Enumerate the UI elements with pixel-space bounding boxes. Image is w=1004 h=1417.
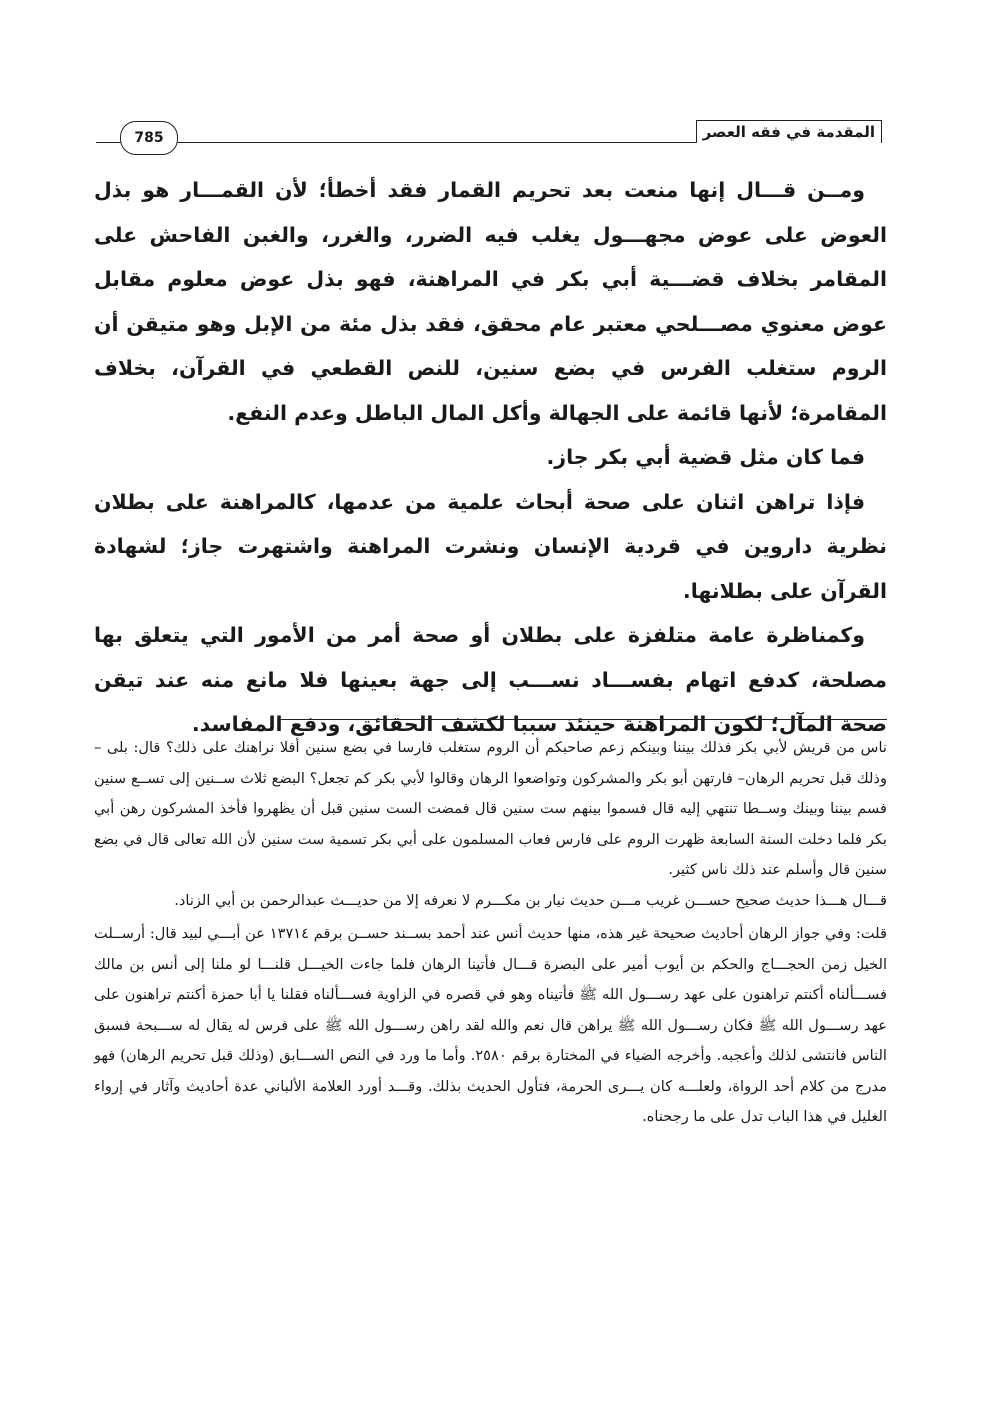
footnote-paragraph-1: ناس من قريش لأبي بكر فذلك بيننا وبينكم زعم صاحبكم أن الروم ستغلب فارسا في بضع سنين أفلا نراهنك على ذلك؟ قال: بلى –وذلك قبل تحريم الرهان– فارتهن أبو بكر والمشركون وتواضعوا الرهان وقالوا لأبي بكر كم تجعل؟ البضع ثلاث ســنين إلى تســع سنين فسم بيننا وبينك وســطا تنتهي إليه قال فسموا بينهم ست سنين قال فمضت الست سنين قبل أن يظهروا فأخذ المشركون رهن أبي بكر فلما دخلت السنة السابعة ظهرت الروم على فارس فعاب المسلمون على أبي بكر تسمية ست سنين لأن الله تعالى قال في بضع سنين قال وأسلم عند ذلك ناس كثير. <box>94 739 887 878</box>
body-paragraph-1: ومــن قـــال إنها منعت بعد تحريم القمار فقد أخطأ؛ لأن القمـــار هو بذل العوض على عوض مجهـــول يغلب فيه الضرر، والغرر، والغبن الفاحش على المقامر بخلاف قضـــية أبي بكر في المراهنة، فهو بذل عوض معلوم مقابل عوض معنوي مصـــلحي معتبر عام محقق، فقد بذل مئة من الإبل وهو متيقن أن الروم ستغلب الفرس في بضع سنين، للنص القطعي في القرآن، بخلاف المقامرة؛ لأنها قائمة على الجهالة وأكل المال الباطل وعدم النفع. <box>94 178 887 425</box>
body-paragraph-4: وكمناظرة عامة متلفزة على بطلان أو صحة أمر من الأمور التي يتعلق بها مصلحة، كدفع اتهام بفســـاد نســـب إلى جهة بعينها فلا مانع منه عند تيقن صحة المآل؛ لكون المراهنة حينئذ سببا لكشف الحقائق، ودفع المفاسد. <box>94 623 887 736</box>
footnotes-section <box>94 733 887 1133</box>
footnote-separator <box>281 719 887 720</box>
body-paragraph-2: فما كان مثل قضية أبي بكر جاز. <box>546 445 865 469</box>
main-body-text <box>94 168 887 747</box>
running-header-title: المقدمة في فقه العصر <box>696 120 882 143</box>
body-paragraph-3: فإذا تراهن اثنان على صحة أبحاث علمية من عدمها، كالمراهنة على بطلان نظرية داروين في قردية الإنسان ونشرت المراهنة واشتهرت جاز؛ لشهادة القرآن على بطلانها. <box>94 489 887 603</box>
footnote-paragraph-2: قـــال هـــذا حديث صحيح حســـن غريب مـــن حديث نيار بن مكـــرم لا نعرفه إلا من حديـــث عبدالرحمن بن أبي الزناد. <box>174 891 887 909</box>
footnote-paragraph-3: قلت: وفي جواز الرهان أحاديث صحيحة غير هذه، منها حديث أنس عند أحمد بســند حســن برقم ١٣٧١٤ عن أبـــي لبيد قال: أرســلت الخيل زمن الحجـــاج والحكم بن أيوب أمير على البصرة قـــال فأتينا الرهان فلما جاءت الخيـــل قلنـــا لو ملنا إلى أنس بن مالك فســـألناه أكنتم تراهنون على عهد رســـول الله ﷺ فأتيناه وهو في قصره في الزاوية فســـألناه فقلنا يا أبا حمزة أكنتم تراهنون على عهد رســـول الله ﷺ فكان رســـول الله ﷺ يراهن قال نعم والله لقد راهن رســـول الله ﷺ على فرس له يقال له ســـبحة فسبق الناس فانتشى لذلك وأعجبه. وأخرجه الضياء في المختارة برقم ٢٥٨٠. وأما ما ورد في النص الســـابق (وذلك قبل تحريم الرهان) فهو مدرج من كلام أحد الرواة، ولعلـــه كان يـــرى الحرمة، فتأول الحديث بذلك. وقـــد أورد العلامة الألباني عدة أحاديث وآثار في إرواء الغليل في هذا الباب تدل على ما رجحناه. <box>94 925 887 1125</box>
page-number: 785 <box>120 121 178 155</box>
